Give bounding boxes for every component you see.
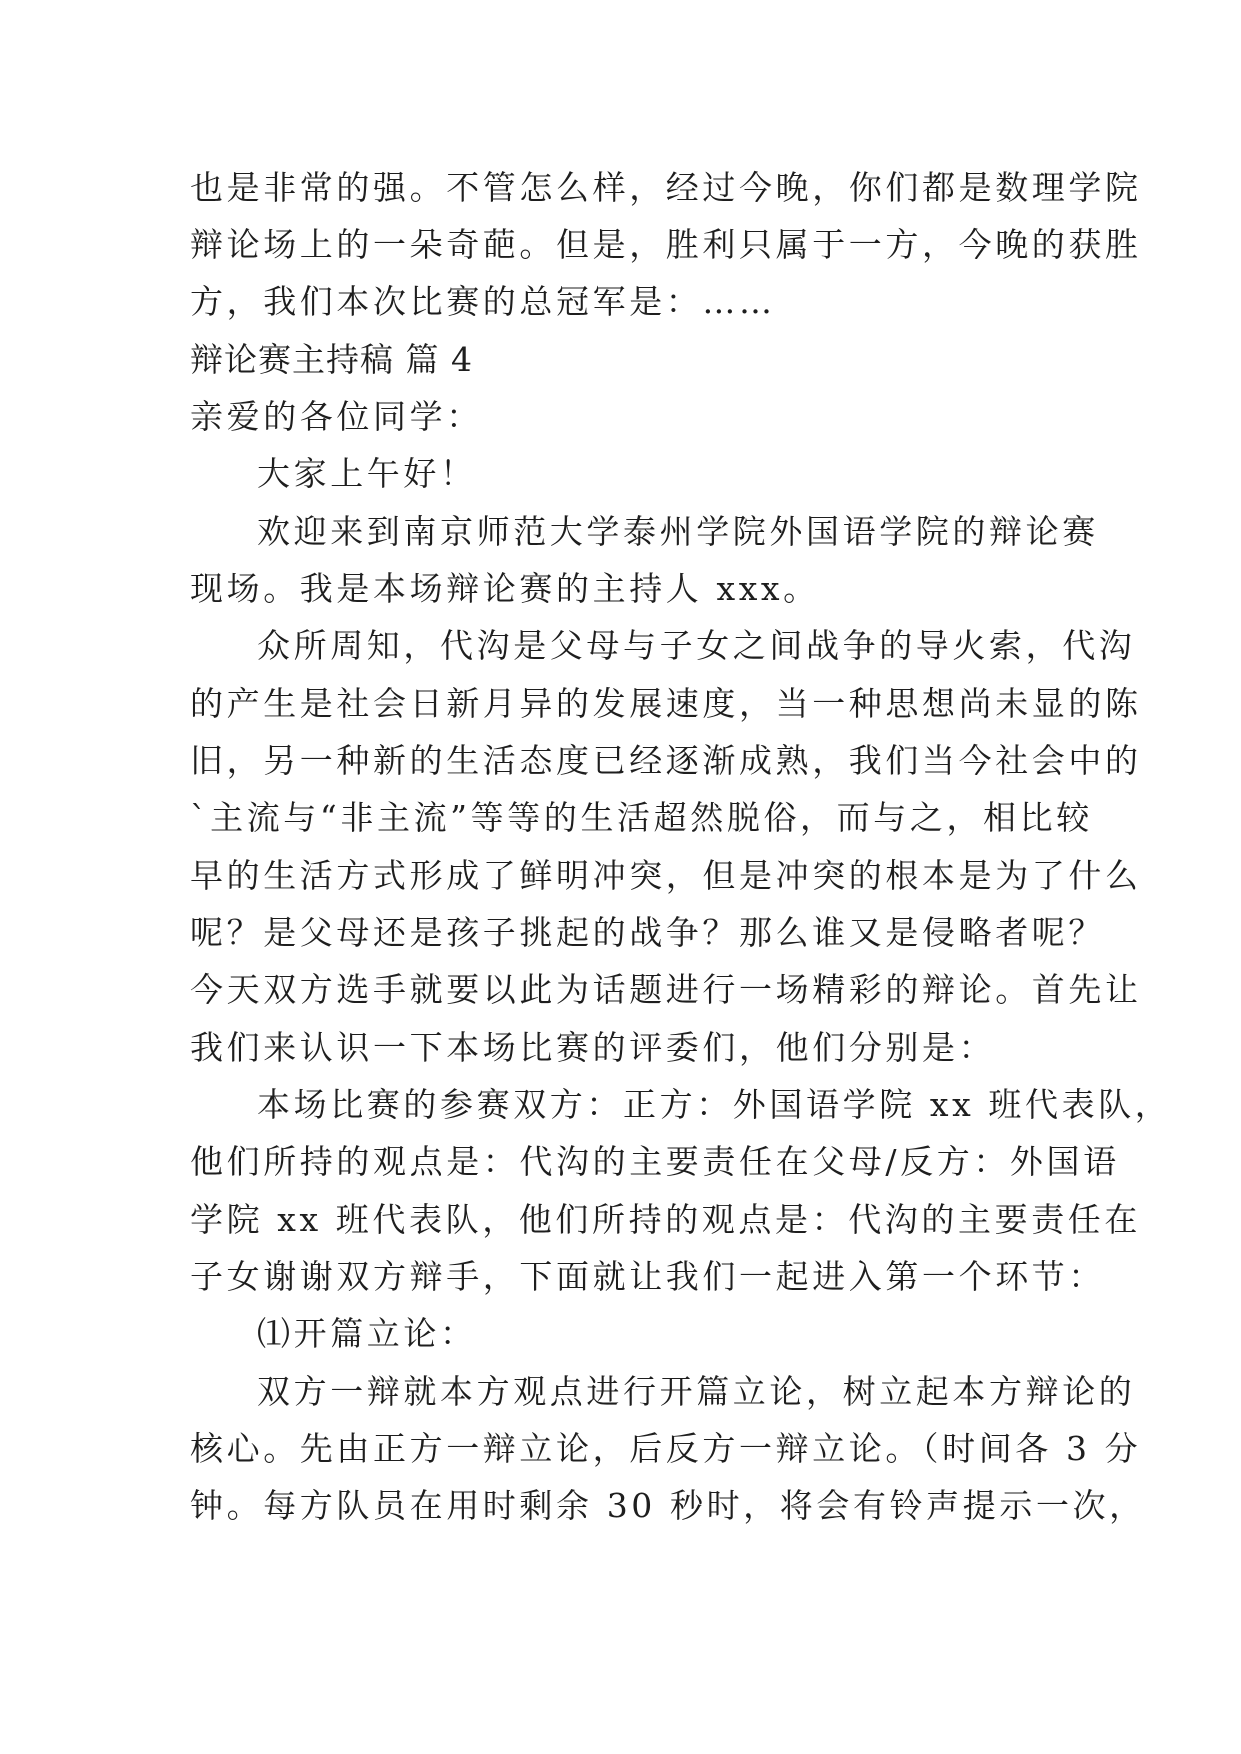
body-text-line: 本场比赛的参赛双方：正方：外国语学院 xx 班代表队， xyxy=(257,1085,1172,1124)
body-text-line: 辩论场上的一朵奇葩。但是，胜利只属于一方，今晚的获胜 xyxy=(190,225,1142,264)
salutation: 亲爱的各位同学： xyxy=(190,397,483,436)
body-text-line: 方，我们本次比赛的总冠军是：…… xyxy=(190,282,776,321)
body-text-line: 子女谢谢双方辩手，下面就让我们一起进入第一个环节： xyxy=(190,1257,1105,1296)
body-text-line: 他们所持的观点是：代沟的主要责任在父母/反方：外国语 xyxy=(190,1142,1120,1181)
body-text-line: 欢迎来到南京师范大学泰州学院外国语学院的辩论赛 xyxy=(257,512,1099,551)
body-text-line: 旧，另一种新的生活态度已经逐渐成熟，我们当今社会中的 xyxy=(190,741,1142,780)
greeting: 大家上午好！ xyxy=(257,454,477,493)
body-text-line: 早的生活方式形成了鲜明冲突，但是冲突的根本是为了什么 xyxy=(190,856,1142,895)
body-text-line: 现场。我是本场辩论赛的主持人 xxx。 xyxy=(190,569,820,608)
body-text-line: 的产生是社会日新月异的发展速度，当一种思想尚未显的陈 xyxy=(190,684,1142,723)
body-text-line: `主流与“非主流”等等的生活超然脱俗，而与之，相比较 xyxy=(190,798,1093,837)
list-item-heading: ⑴开篇立论： xyxy=(257,1314,477,1353)
body-text-line: 也是非常的强。不管怎么样，经过今晚，你们都是数理学院 xyxy=(190,168,1142,207)
body-text-line: 我们来认识一下本场比赛的评委们，他们分别是： xyxy=(190,1028,996,1067)
body-text-line: 学院 xx 班代表队，他们所持的观点是：代沟的主要责任在 xyxy=(190,1200,1142,1239)
body-text-line: 钟。每方队员在用时剩余 30 秒时，将会有铃声提示一次， xyxy=(190,1486,1146,1525)
body-text-line: 呢？是父母还是孩子挑起的战争？那么谁又是侵略者呢？ xyxy=(190,913,1105,952)
body-text-line: 核心。先由正方一辩立论，后反方一辩立论。（时间各 3 分 xyxy=(190,1429,1142,1468)
section-heading: 辩论赛主持稿 篇 4 xyxy=(190,340,473,379)
body-text-line: 今天双方选手就要以此为话题进行一场精彩的辩论。首先让 xyxy=(190,970,1142,1009)
body-text-line: 众所周知，代沟是父母与子女之间战争的导火索，代沟 xyxy=(257,626,1136,665)
body-text-line: 双方一辩就本方观点进行开篇立论，树立起本方辩论的 xyxy=(257,1372,1136,1411)
